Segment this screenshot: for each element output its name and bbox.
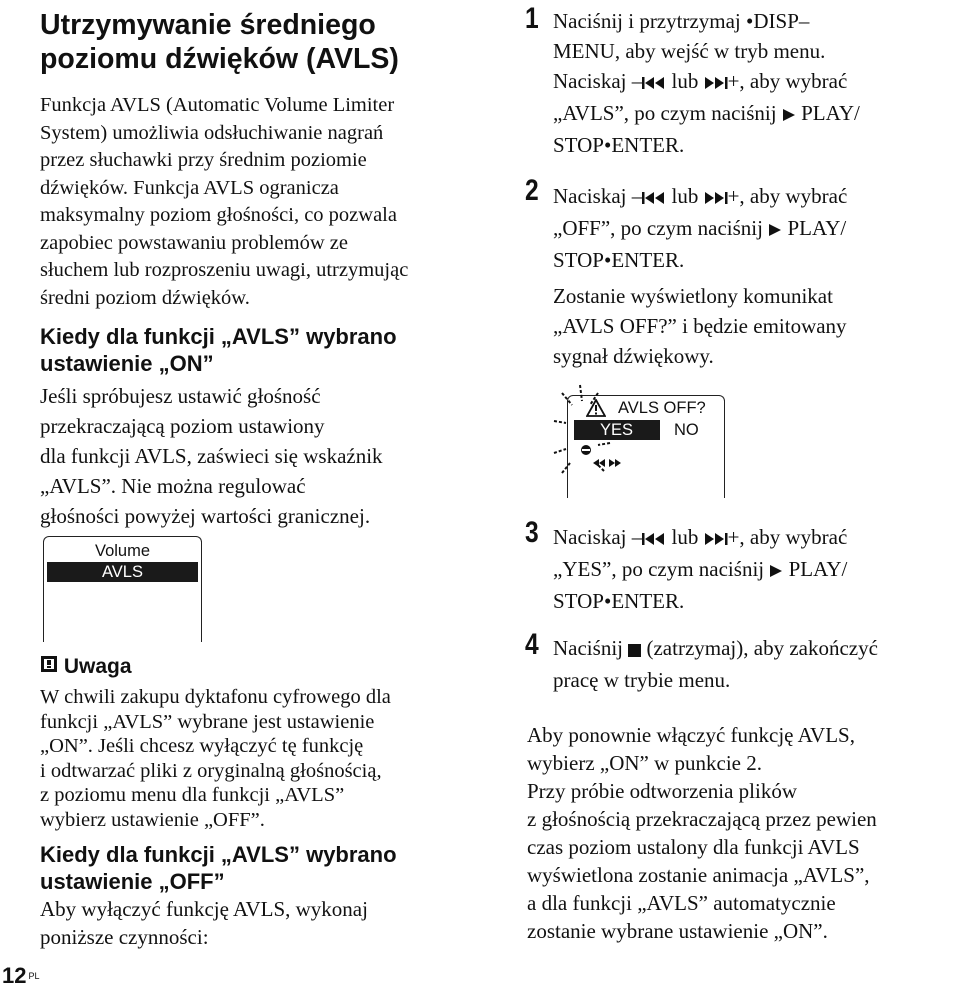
note-heading: Uwaga <box>40 654 132 681</box>
play-icon <box>782 100 796 130</box>
next-track-icon <box>704 524 728 554</box>
stop-icon <box>628 635 641 665</box>
next-track-icon <box>704 68 728 98</box>
page-heading: Utrzymywanie średniego poziomu dźwięków (AVLS) <box>40 9 399 75</box>
previous-track-icon <box>642 524 666 554</box>
display-volume-label: Volume <box>94 542 151 560</box>
display-no-option: NO <box>674 421 699 439</box>
note-icon <box>40 654 58 681</box>
play-icon <box>768 215 782 245</box>
flash-icon <box>552 383 612 483</box>
next-track-icon <box>704 183 728 213</box>
section-off-body: Aby wyłączyć funkcję AVLS, wykonaj poniższe czynności: <box>40 897 368 949</box>
volume-display <box>43 536 202 642</box>
note-body: W chwili zakupu dyktafonu cyfrowego dla funkcji „AVLS” wybrane jest ustawienie „ON”. Jeśli chcesz wyłączyć tę funkcję i odtwarzać pliki z oryginalną głośnością, z poziomu menu dla funkcji „AVLS” wybierz ustawienie „OFF”. <box>40 686 391 831</box>
step-4-number: 4 <box>525 628 539 661</box>
step-4-text: Naciśnij (zatrzymaj), aby zakończyć pracę w trybie menu. <box>553 636 878 693</box>
display-yes-option: YES <box>574 420 660 440</box>
previous-track-icon <box>642 183 666 213</box>
step-3-text: Naciskaj – lub +, aby wybrać „YES”, po czym naciśnij PLAY/ STOP•ENTER. <box>553 525 848 614</box>
section-on-body: Jeśli spróbujesz ustawić głośność przekraczającą poziom ustawiony dla funkcji AVLS, zaświeci się wskaźnik „AVLS”. Nie można regulować głośności powyżej wartości granicznej. <box>40 384 383 528</box>
step-1-number: 1 <box>525 2 539 35</box>
previous-track-icon <box>642 68 666 98</box>
page-lang: PL <box>28 971 40 981</box>
play-icon <box>769 556 783 586</box>
step-2-number: 2 <box>525 174 539 207</box>
step-3-number: 3 <box>525 516 539 549</box>
intro-paragraph: Funkcja AVLS (Automatic Volume Limiter System) umożliwia odsłuchiwanie nagrań przez słuchawki przy średnim poziomie dźwięków. Funkcja AVLS ogranicza maksymalny poziom głośności, co pozwala zapobiec powstawaniu problemów ze słuchem lub rozproszeniu uwagi, utrzymując średni poziom dźwięków. <box>40 94 409 309</box>
step-2-text: Naciskaj – lub +, aby wybrać „OFF”, po czym naciśnij PLAY/ STOP•ENTER. Zostanie wyświetlony komunikat „AVLS OFF?” i będzie emitowany sygnał dźwiękowy. <box>553 184 848 369</box>
section-off-heading: Kiedy dla funkcji „AVLS” wybrano ustawienie „OFF” <box>40 842 397 894</box>
page-number: 12 $^{PL}$ <box>2 963 40 988</box>
closing-paragraph: Aby ponownie włączyć funkcję AVLS, wybierz „ON” w punkcie 2. Przy próbie odtworzenia plików z głośnością przekraczającą przez pewien czas poziom ustalony dla funkcji AVLS wyświetlona zostanie animacja „AVLS”, a dla funkcji „AVLS” automatycznie zostanie wybrane ustawienie „ON”. <box>527 723 877 943</box>
display-avls-label: AVLS <box>47 562 198 582</box>
step-1-text: Naciśnij i przytrzymaj •DISP– MENU, aby wejść w tryb menu. Naciskaj – lub +, aby wybrać „AVLS”, po czym naciśnij PLAY/ STOP•ENTER. <box>553 9 860 158</box>
display-title: AVLS OFF? <box>618 399 706 417</box>
avls-off-display-figure <box>552 383 732 503</box>
section-on-heading: Kiedy dla funkcji „AVLS” wybrano ustawienie „ON” <box>40 324 397 376</box>
